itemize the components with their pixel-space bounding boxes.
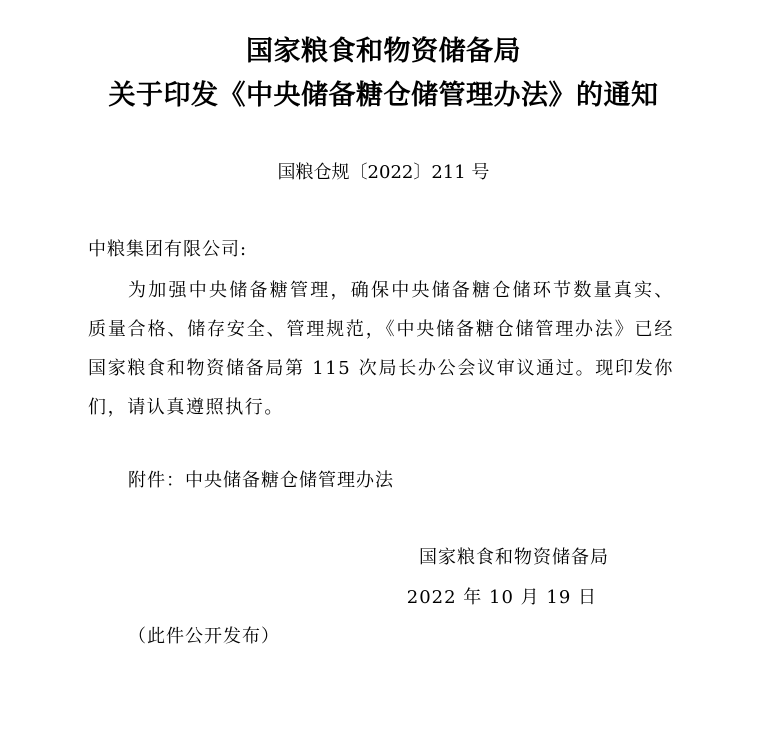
signature-organization: 国家粮食和物资储备局 (419, 547, 609, 568)
document-number: 国粮仓规〔2022〕211 号 (277, 162, 490, 183)
signature-date: 2022 年 10 月 19 日 (406, 587, 597, 608)
attachment-line: 附件：中央储备糖仓储管理办法 (128, 470, 394, 491)
publish-note: （此件公开发布） (128, 626, 280, 647)
body-paragraph: 为加强中央储备糖管理，确保中央储备糖仓储环节数量真实、质量合格、储存安全、管理规范，《中央储备糖仓储管理办法》已经国家粮食和物资储备局第 115 次局长办公会议审议通过。现印发你们，请认真遵照执行。 (88, 280, 674, 418)
document-title-line-2: 关于印发《中央储备糖仓储管理办法》的通知 (108, 80, 659, 111)
document-title-line-1: 国家粮食和物资储备局 (246, 36, 521, 67)
addressee: 中粮集团有限公司: (88, 239, 248, 260)
